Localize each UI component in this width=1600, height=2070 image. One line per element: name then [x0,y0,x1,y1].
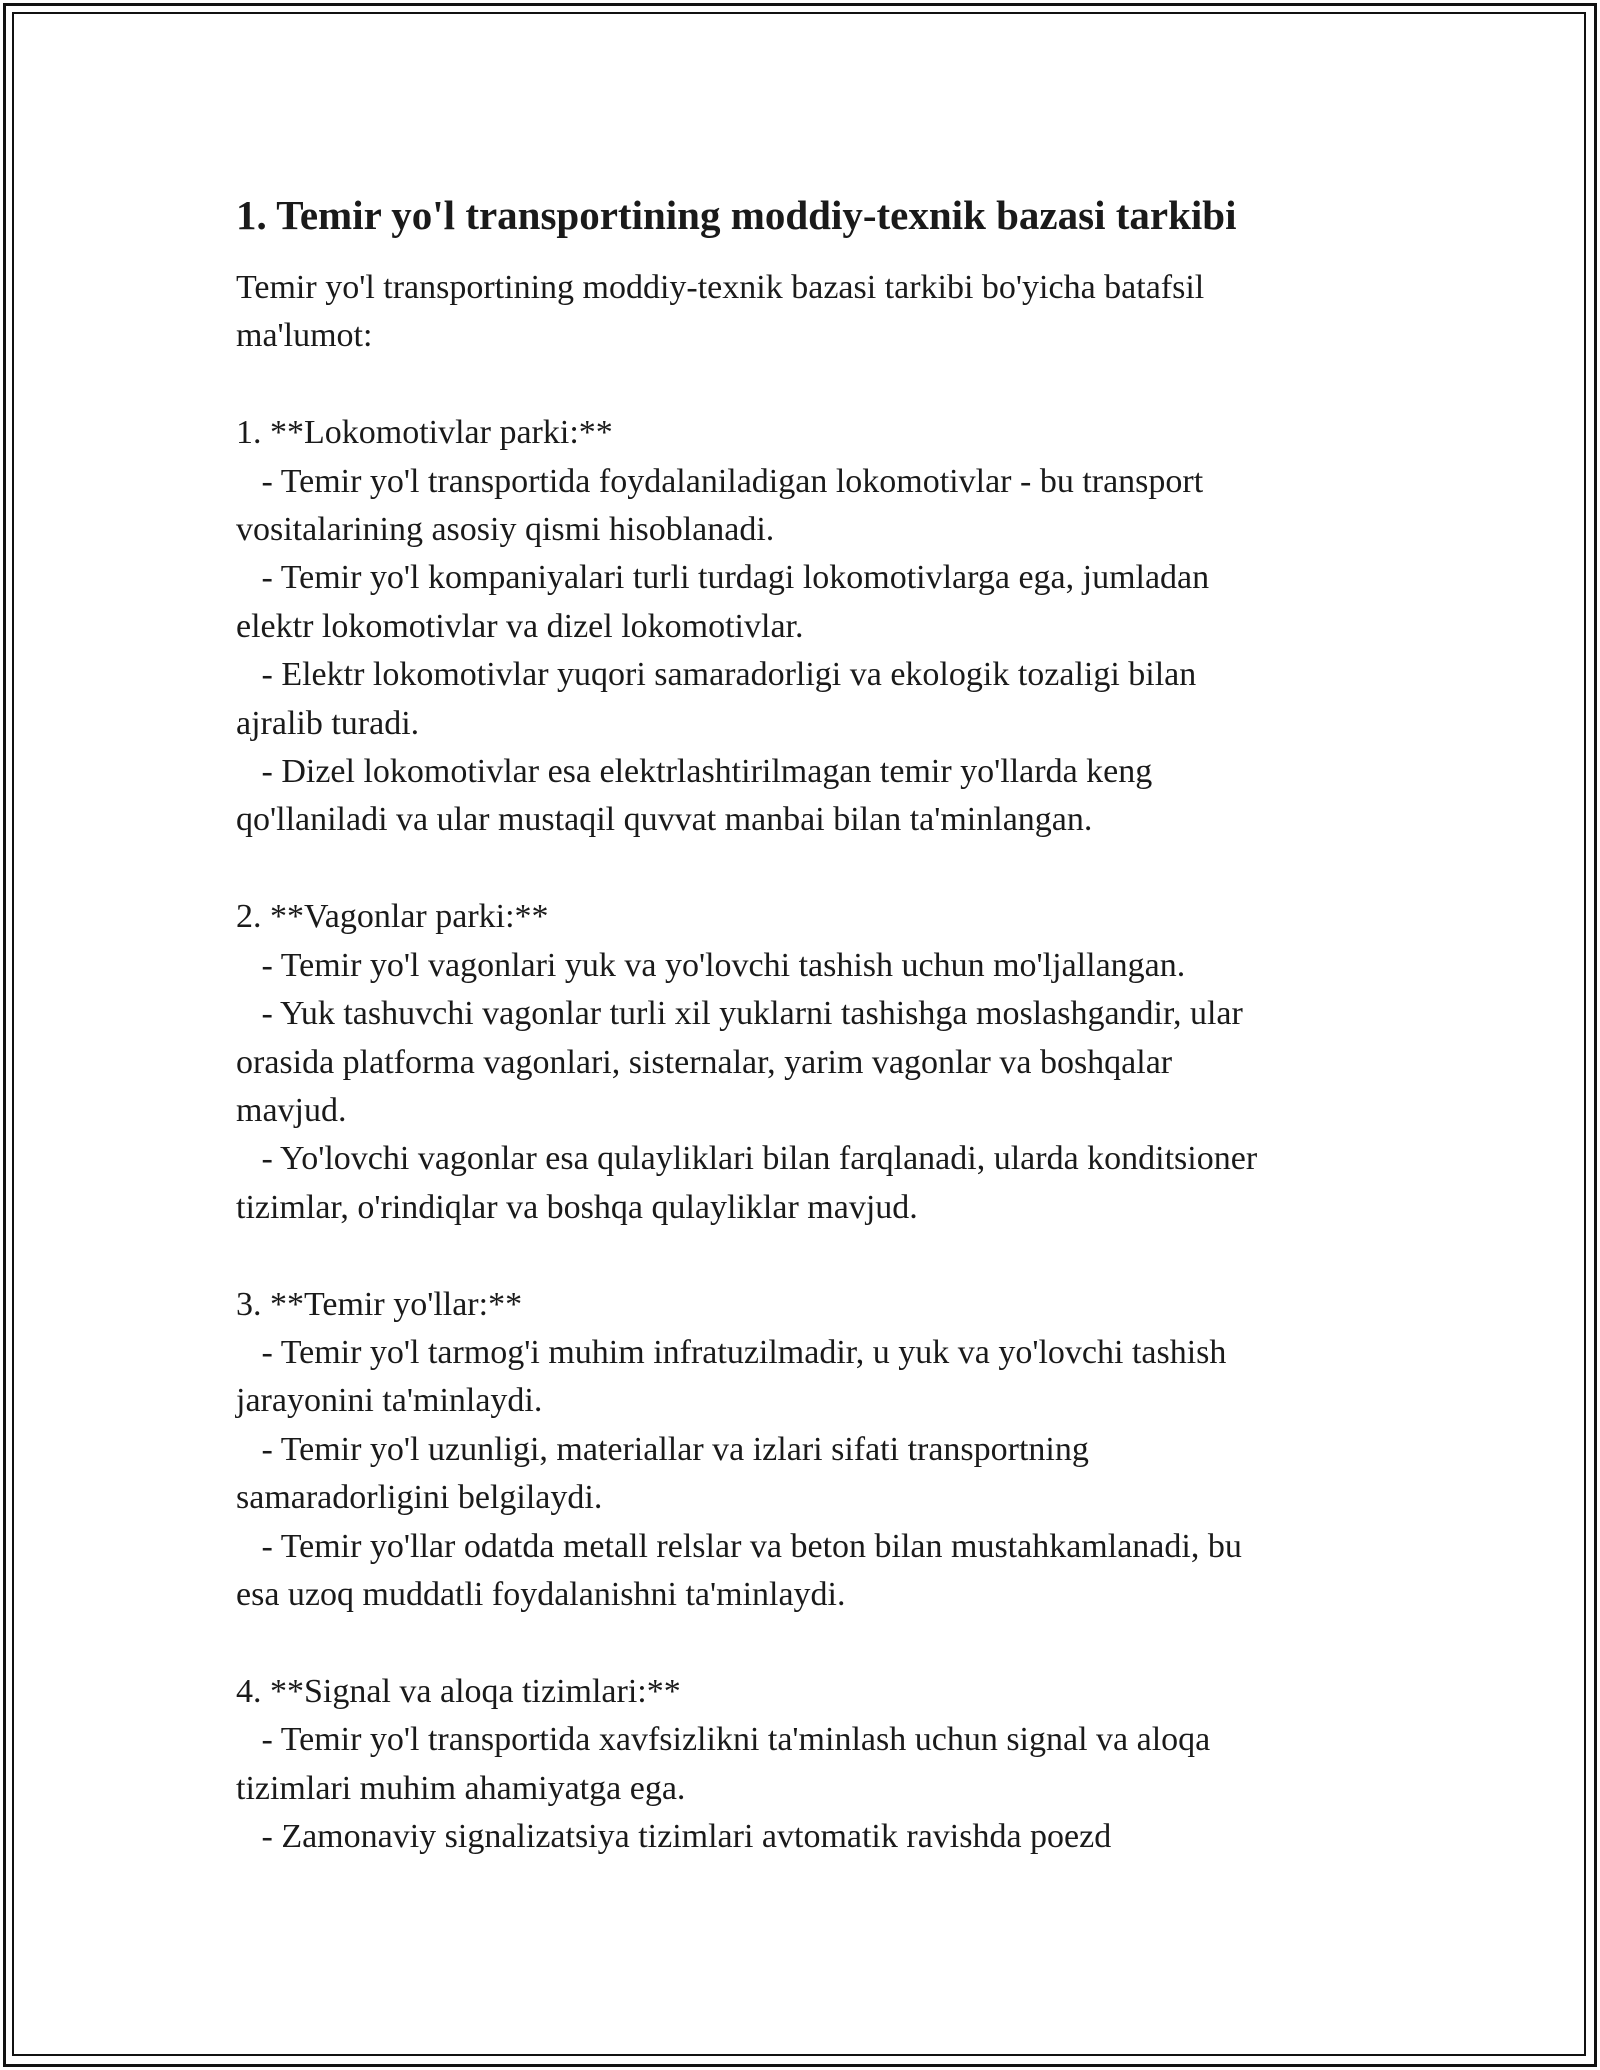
page-title: 1. Temir yo'l transportining moddiy-texnik bazasi tarkibi [236,192,1237,238]
document-body [236,188,1366,1861]
document-text: Temir yo'l transportining moddiy-texnik bazasi tarkibi bo'yicha batafsil ma'lumot: 1. **Lokomotivlar parki:** - Temir yo'l transportida foydalaniladigan lokomotivlar - bu transport vositalarining asosiy qismi hisoblanadi. - Temir yo'l kompaniyalari turli turdagi lokomotivlarga ega, jumladan elektr lokomotivlar va dizel lokomotivlar. - Elektr lokomotivlar yuqori samaradorligi va ekologik tozaligi bilan ajralib turadi. - Dizel lokomotivlar esa elektrlashtirilmagan temir yo'llarda keng qo'llaniladi va ular mustaqil quvvat manbai bilan ta'minlangan. 2. **Vagonlar parki:** - Temir yo'l vagonlari yuk va yo'lovchi tashish uchun mo'ljallangan. - Yuk tashuvchi vagonlar turli xil yuklarni tashishga moslashgandir, ular orasida platforma vagonlari, sisternalar, yarim vagonlar va boshqalar mavjud. - Yo'lovchi vagonlar esa qulayliklari bilan farqlanadi, ularda konditsioner tizimlar, o'rindiqlar va boshqa qulayliklar mavjud. 3. **Temir yo'llar:** - Temir yo'l tarmog'i muhim infratuzilmadir, u yuk va yo'lovchi tashish jarayonini ta'minlaydi. - Temir yo'l uzunligi, materiallar va izlari sifati transportning samaradorligini belgilaydi. - Temir yo'llar odatda metall relslar va beton bilan mustahkamlanadi, bu esa uzoq muddatli foydalanishni ta'minlaydi. 4. **Signal va aloqa tizimlari:** - Temir yo'l transportida xavfsizlikni ta'minlash uchun signal va aloqa tizimlari muhim ahamiyatga ega. - Zamonaviy signalizatsiya tizimlari avtomatik ravishda poezd [236,269,1258,1855]
